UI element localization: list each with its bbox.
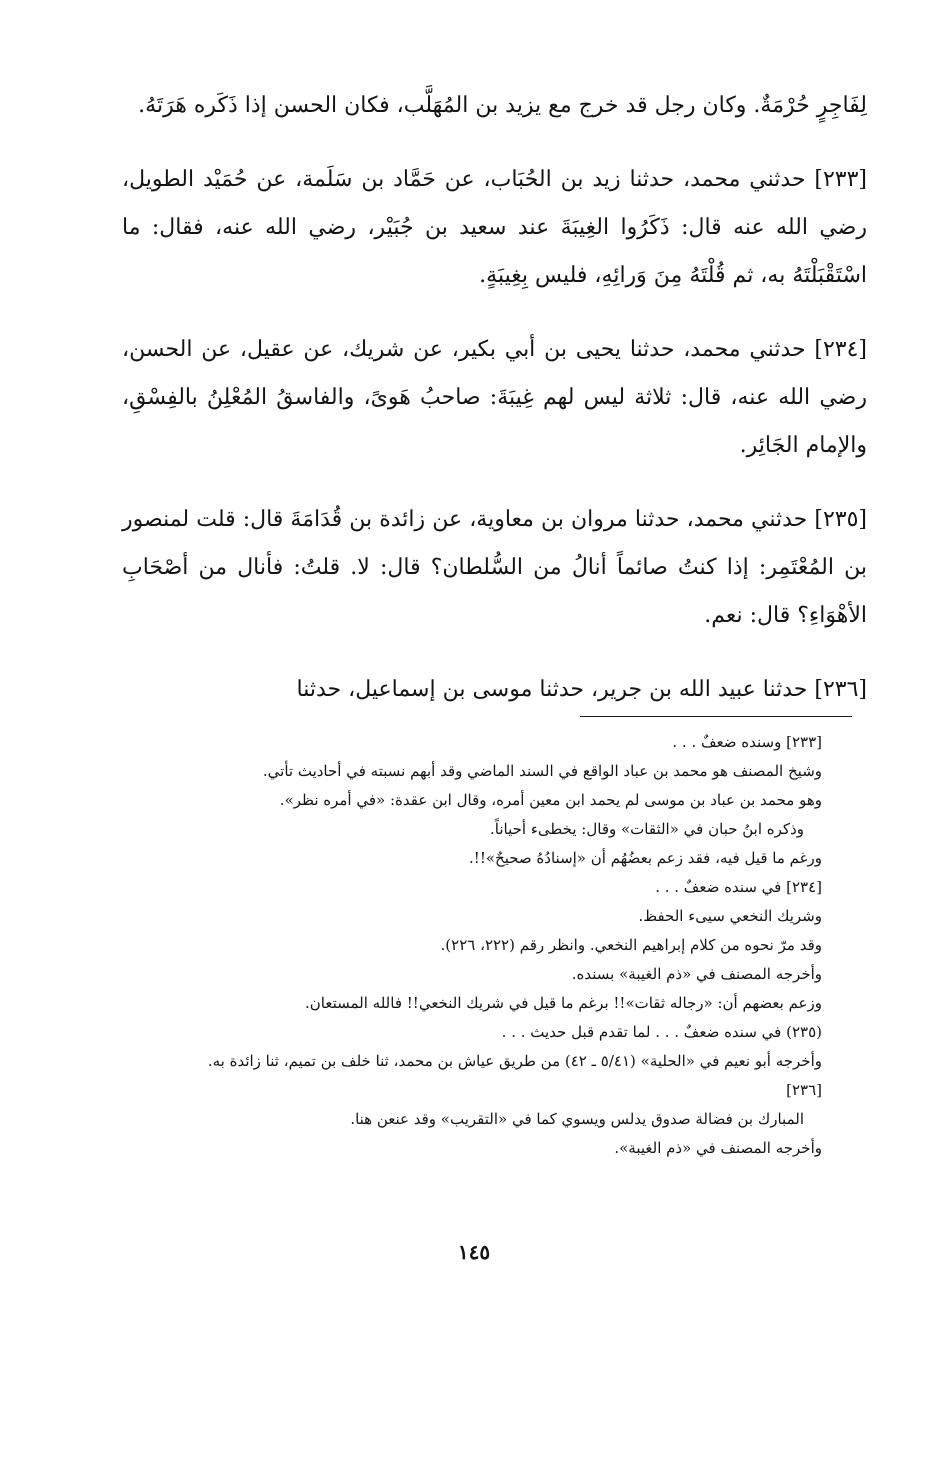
page-number: ١٤٥ <box>457 1240 491 1264</box>
footnote-line: [٢٣٣] وسنده ضعفٌ . . . <box>672 733 822 751</box>
footnote-line: [٢٣٤] في سنده ضعفٌ . . . <box>655 878 822 896</box>
footnote-line: وقد مرّ نحوه من كلام إبراهيم النخعي. وانظر رقم (٢٢٢، ٢٢٦). <box>440 936 822 954</box>
footnote-line: وأخرجه أبو نعيم في «الحلية» (٥/٤١ ـ ٤٢) من طريق عياش بن محمد، ثنا خلف بن تميم، ثنا زائدة به. <box>207 1052 822 1070</box>
footnote-line: ورغم ما قيل فيه، فقد زعم بعضُهُم أن «إسنادُهُ صحيحٌ»!!. <box>469 849 822 867</box>
footnote-line: المبارك بن فضالة صدوق يدلس ويسوي كما في «التقريب» وقد عنعن هنا. <box>350 1110 804 1128</box>
footnote-line: وهو محمد بن عباد بن موسى لم يحمد ابن معين أمره، وقال ابن عقدة: «في أمره نظر». <box>279 791 822 809</box>
footnote-line: وشيخ المصنف هو محمد بن عباد الواقع في السند الماضي وقد أبهم نسبته في أحاديث تأتي. <box>262 762 822 780</box>
footnote-line: وأخرجه المصنف في «ذم الغيبة» بسنده. <box>571 965 822 983</box>
footnote-line: وزعم بعضهم أن: «رجاله ثقات»!! برغم ما قيل في شريك النخعي!! فالله المستعان. <box>305 994 822 1012</box>
paragraph-234: [٢٣٤] حدثني محمد، حدثنا يحيى بن أبي بكير، عن شريك، عن عقيل، عن الحسن، رضي الله عنه، قال: ثلاثة ليس لهم غِيبَةَ: صاحبُ هَوىً، والفاسقُ المُعْلِنُ بالفِسْقِ، والإمام الجَائِر. <box>122 337 867 458</box>
paragraph-235: [٢٣٥] حدثني محمد، حدثنا مروان بن معاوية، عن زائدة بن قُدَامَةَ قال: قلت لمنصور بن المُعْتَمِر: إذا كنتُ صائماً أنالُ من السُّلطان؟ قال: لا. قلتُ: فأنال من أصْحَابِ الأهْوَاءِ؟ قال: نعم. <box>122 507 867 628</box>
footnote-line: (٢٣٥) في سنده ضعفٌ . . . لما تقدم قبل حديث . . . <box>501 1023 822 1041</box>
footnotes <box>122 728 822 1163</box>
footnote-line: وأخرجه المصنف في «ذم الغيبة». <box>614 1139 822 1157</box>
main-text <box>122 82 867 740</box>
footnote-line: وذكره ابنُ حبان في «الثقات» وقال: يخطىء أحياناً. <box>490 820 804 838</box>
footnote-line: [٢٣٦] <box>786 1081 822 1099</box>
paragraph-233: [٢٣٣] حدثني محمد، حدثنا زيد بن الحُبَاب، عن حَمَّاد بن سَلَمة، عن حُمَيْد الطويل، رضي الله عنه قال: ذَكَرُوا الغِيبَةَ عند سعيد بن جُبَيْر، رضي الله عنه، فقال: ما اسْتَقْبَلْتَهُ به، ثم قُلْتَهُ مِنَ وَرائِهِ، فليس بِغِيبَةٍ. <box>122 167 867 288</box>
footnote-divider <box>580 716 852 717</box>
paragraph-236: [٢٣٦] حدثنا عبيد الله بن جرير، حدثنا موسى بن إسماعيل، حدثنا <box>296 677 867 702</box>
paragraph-continuation: لِفَاجِرٍ حُرْمَةٌ. وكان رجل قد خرج مع يزيد بن المُهَلَّب، فكان الحسن إذا ذَكَره هَرَتَهُ. <box>138 93 867 118</box>
footnote-line: وشريك النخعي سيىء الحفظ. <box>638 907 822 925</box>
